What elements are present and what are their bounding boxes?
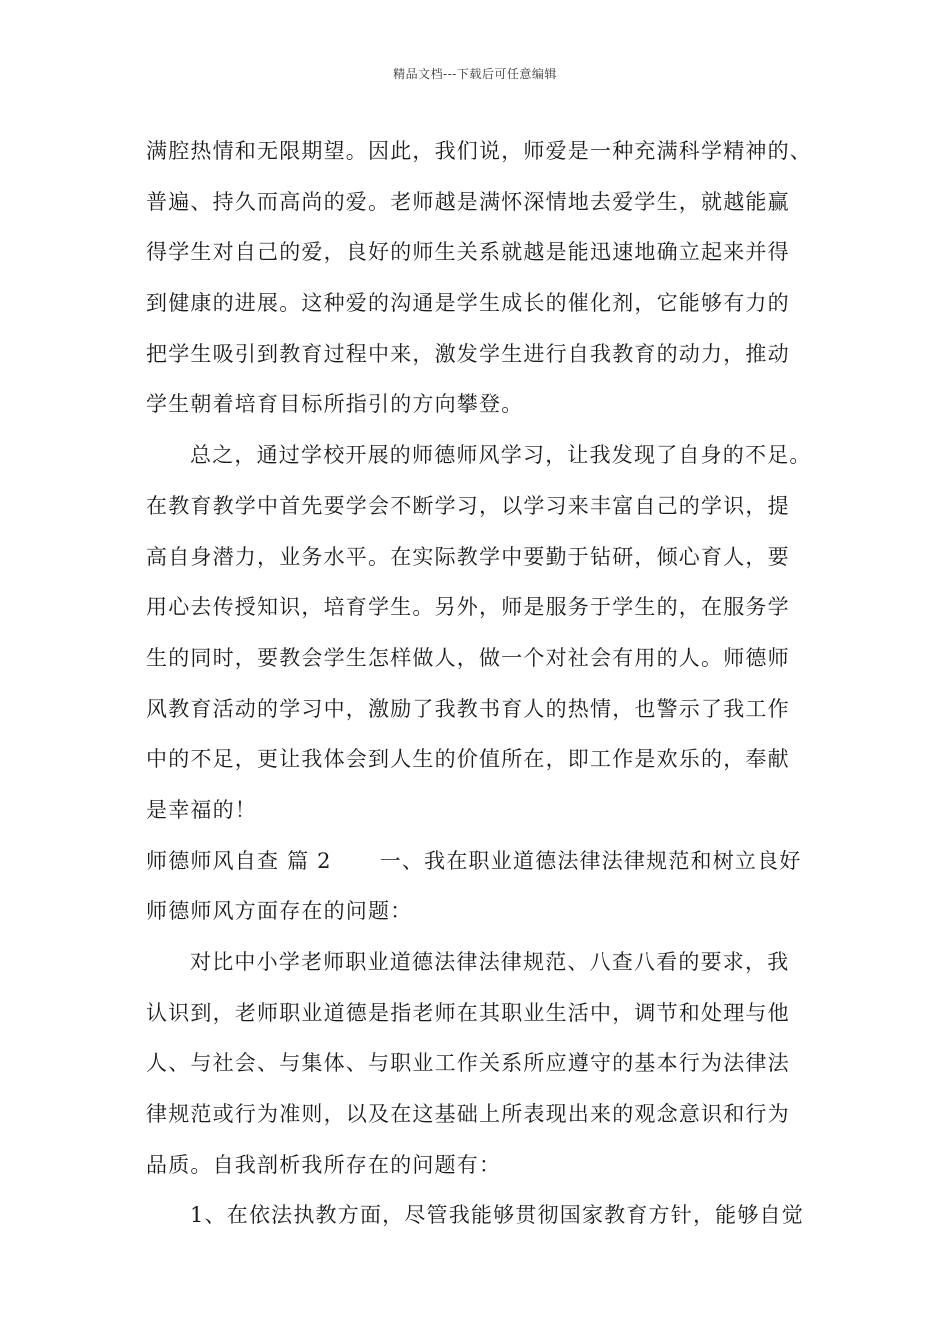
text-line: 到健康的进展。这种爱的沟通是学生成长的催化剂，它能够有力的 bbox=[146, 291, 790, 316]
text-line: 在教育教学中首先要学会不断学习，以学习来丰富自己的学识，提 bbox=[146, 493, 790, 518]
section-heading-line bbox=[146, 836, 826, 887]
text-line: 学生朝着培育目标所指引的方向攀登。 bbox=[146, 392, 524, 417]
paragraph-first-line: 对比中小学老师职业道德法律法律规范、八查八看的要求，我 bbox=[190, 950, 790, 974]
text-line: 中的不足，更让我体会到人生的价值所在，即工作是欢乐的，奉献 bbox=[146, 747, 790, 772]
text-line: 生的同时，要教会学生怎样做人，做一个对社会有用的人。师德师 bbox=[146, 645, 790, 670]
text-line: 高自身潜力，业务水平。在实际教学中要勤于钻研，倾心育人，要 bbox=[146, 544, 790, 569]
text-line: 品质。自我剖析我所存在的问题有： bbox=[146, 1152, 502, 1177]
section-title: 师德师风自查 篇 2 bbox=[146, 848, 332, 873]
text-line: 满腔热情和无限期望。因此，我们说，师爱是一种充满科学精神的、 bbox=[146, 139, 812, 163]
paragraph-first-line: 总之，通过学校开展的师德师风学习，让我发现了自身的不足。 bbox=[190, 443, 812, 468]
text-line: 把学生吸引到教育过程中来，激发学生进行自我教育的动力，推动 bbox=[146, 341, 790, 366]
section-first-point: 一、我在职业道德法律法律规范和树立良好 bbox=[379, 848, 802, 873]
text-line: 用心去传授知识，培育学生。另外，师是服务于学生的，在服务学 bbox=[146, 595, 790, 620]
text-line: 师德师风方面存在的问题： bbox=[146, 899, 413, 924]
text-line: 律规范或行为准则，以及在这基础上所表现出来的观念意识和行为 bbox=[146, 1102, 790, 1127]
text-line: 风教育活动的学习中，激励了我教书育人的热情，也警示了我工作 bbox=[146, 696, 790, 721]
document-body bbox=[146, 126, 826, 1241]
text-line: 普遍、持久而高尚的爱。老师越是满怀深情地去爱学生，就越能赢 bbox=[146, 189, 790, 214]
page-header: 精品文档---下载后可任意编辑 bbox=[393, 67, 557, 81]
paragraph-first-line: 1、在依法执教方面，尽管我能够贯彻国家教育方针，能够自觉 bbox=[190, 1203, 804, 1228]
text-line: 得学生对自己的爱，良好的师生关系就越是能迅速地确立起来并得 bbox=[146, 240, 790, 265]
text-line: 人、与社会、与集体、与职业工作关系所应遵守的基本行为法律法 bbox=[146, 1051, 790, 1076]
text-line: 认识到，老师职业道德是指老师在其职业生活中，调节和处理与他 bbox=[146, 1000, 790, 1025]
text-line: 是幸福的！ bbox=[146, 797, 257, 822]
